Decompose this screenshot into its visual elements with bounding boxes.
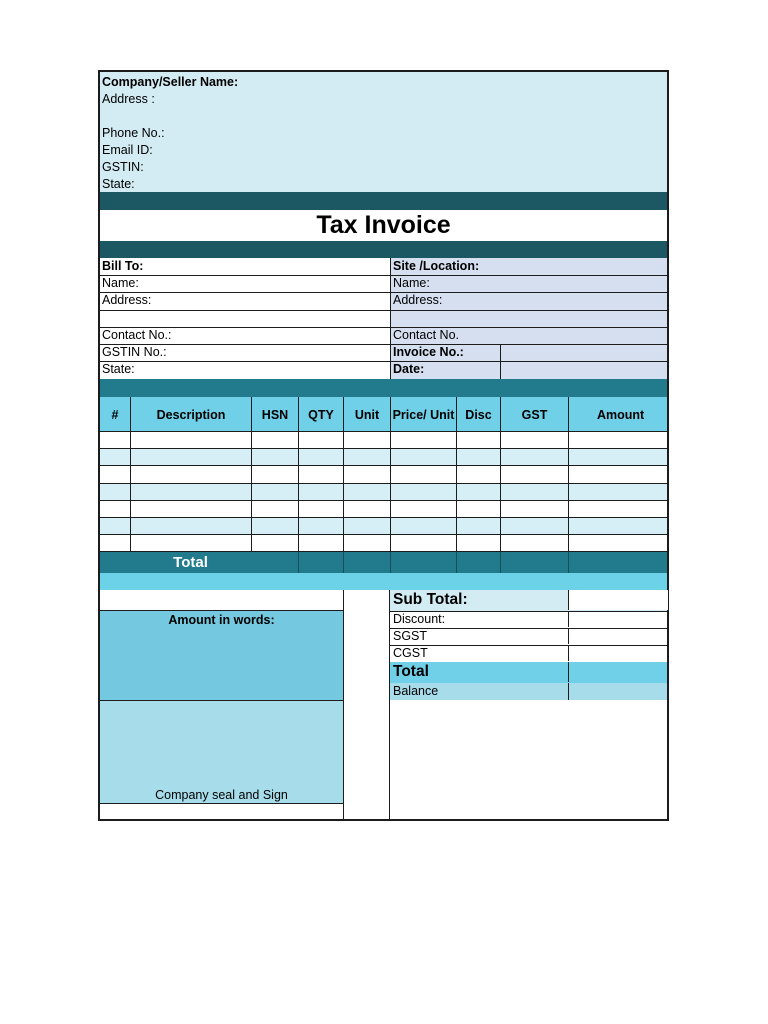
column-header-label: Description: [156, 407, 226, 422]
table-cell[interactable]: [251, 432, 298, 448]
table-cell[interactable]: [500, 501, 568, 517]
invoice-no-label: Invoice No.:: [393, 345, 464, 359]
table-cell[interactable]: [568, 535, 667, 551]
balance-row: [390, 683, 667, 700]
sub-total-value[interactable]: [568, 590, 668, 610]
site-address-label: Address:: [393, 293, 443, 307]
table-cell[interactable]: [390, 535, 456, 551]
company-seal-box: [100, 701, 343, 804]
totals-block: [390, 590, 667, 819]
table-cell[interactable]: [251, 484, 298, 500]
seller-name-label: Company/Seller Name:: [102, 75, 239, 89]
table-cell[interactable]: [390, 449, 456, 465]
column-header-label: Unit: [354, 407, 380, 422]
column-header-label: Price/ Unit: [392, 407, 455, 422]
table-cell[interactable]: [568, 518, 667, 534]
footer-left-top: [100, 590, 343, 611]
invoice-value-divider: [500, 344, 501, 379]
bill-to-heading: Bill To:: [102, 259, 144, 273]
table-cell[interactable]: [343, 484, 390, 500]
table-cell[interactable]: [298, 432, 343, 448]
table-cell[interactable]: [251, 518, 298, 534]
band-under-title: [100, 241, 667, 258]
bill-to-contact-label: Contact No.:: [102, 328, 172, 342]
table-cell[interactable]: [568, 501, 667, 517]
amount-in-words-label: Amount in words:: [168, 613, 275, 627]
table-cell[interactable]: [298, 518, 343, 534]
table-cell[interactable]: [298, 484, 343, 500]
sgst-row: [390, 628, 667, 646]
seller-gstin-label: GSTIN:: [102, 160, 144, 174]
bill-line: [100, 310, 667, 311]
seller-header: [100, 72, 667, 192]
table-row: [100, 535, 667, 552]
site-contact-label: Contact No.: [393, 328, 460, 342]
title-text: Tax Invoice: [316, 211, 451, 239]
table-row: [100, 501, 667, 518]
date-value[interactable]: [500, 361, 667, 379]
table-cell[interactable]: [500, 432, 568, 448]
table-cell[interactable]: [500, 466, 568, 482]
table-cell[interactable]: [130, 518, 251, 534]
column-header-cell: [568, 397, 667, 432]
cgst-label: CGST: [393, 646, 428, 660]
table-cell[interactable]: [130, 484, 251, 500]
total-row-divider: [390, 552, 391, 573]
grand-total-row: [390, 662, 667, 684]
table-cell[interactable]: [298, 501, 343, 517]
table-row: [100, 466, 667, 483]
table-cell[interactable]: [390, 432, 456, 448]
table-cell[interactable]: [390, 501, 456, 517]
table-cell[interactable]: [500, 518, 568, 534]
cgst-row: [390, 645, 667, 663]
table-cell[interactable]: [568, 484, 667, 500]
table-cell[interactable]: [130, 449, 251, 465]
items-table: [100, 397, 667, 573]
table-cell[interactable]: [456, 449, 500, 465]
band-top: [100, 192, 667, 210]
table-cell[interactable]: [251, 466, 298, 482]
table-total-text: Total: [173, 554, 208, 571]
column-header-label: Disc: [465, 407, 492, 422]
footer-middle-column: [343, 590, 390, 819]
date-label: Date:: [393, 362, 425, 376]
column-header-label: QTY: [308, 407, 334, 422]
table-cell[interactable]: [298, 535, 343, 551]
table-row: [100, 518, 667, 535]
table-cell[interactable]: [500, 449, 568, 465]
table-cell[interactable]: [100, 449, 130, 465]
table-cell[interactable]: [100, 501, 130, 517]
table-cell[interactable]: [343, 449, 390, 465]
table-cell[interactable]: [456, 501, 500, 517]
total-row-divider: [568, 552, 569, 573]
table-cell[interactable]: [456, 432, 500, 448]
site-heading: Site /Location:: [393, 259, 480, 273]
site-name-label: Name:: [393, 276, 430, 290]
column-header-cell: [456, 397, 500, 432]
balance-value[interactable]: [568, 683, 668, 700]
grand-total-value[interactable]: [568, 662, 668, 682]
table-cell[interactable]: [343, 466, 390, 482]
table-total-label: [130, 552, 251, 573]
table-cell[interactable]: [130, 466, 251, 482]
sgst-value[interactable]: [568, 628, 668, 644]
bill-to-address-label: Address:: [102, 293, 152, 307]
total-row-divider: [500, 552, 501, 573]
table-cell[interactable]: [100, 535, 130, 551]
table-cell[interactable]: [298, 449, 343, 465]
table-cell[interactable]: [251, 535, 298, 551]
seller-state-label: State:: [102, 177, 135, 191]
bill-to-gstin-label: GSTIN No.:: [102, 345, 167, 359]
invoice-form: [98, 70, 669, 821]
bill-line: [100, 361, 667, 362]
amount-in-words-box: [100, 611, 343, 701]
grand-total-label: Total: [393, 663, 429, 680]
column-header-cell: [343, 397, 390, 432]
table-cell[interactable]: [568, 449, 667, 465]
footer-left-bottom: [100, 804, 343, 819]
table-cell[interactable]: [390, 518, 456, 534]
column-header-label: GST: [521, 407, 548, 422]
table-cell[interactable]: [251, 501, 298, 517]
column-header-cell: [298, 397, 343, 432]
table-cell[interactable]: [456, 535, 500, 551]
bill-line: [100, 292, 667, 293]
table-cell[interactable]: [298, 466, 343, 482]
discount-row: [390, 611, 667, 629]
bill-to-state-label: State:: [102, 362, 135, 376]
bill-divider: [390, 258, 391, 379]
table-cell[interactable]: [568, 466, 667, 482]
column-header-cell: [100, 397, 130, 432]
table-cell[interactable]: [568, 432, 667, 448]
column-header-cell: [390, 397, 456, 432]
table-cell[interactable]: [456, 518, 500, 534]
table-cell[interactable]: [100, 432, 130, 448]
column-header-label: HSN: [261, 407, 289, 422]
table-cell[interactable]: [343, 518, 390, 534]
table-cell[interactable]: [130, 432, 251, 448]
total-row-divider: [343, 552, 344, 573]
bill-line: [100, 327, 667, 328]
seller-email-label: Email ID:: [102, 143, 153, 157]
table-cell[interactable]: [343, 501, 390, 517]
table-cell[interactable]: [343, 432, 390, 448]
sub-total-label: Sub Total:: [393, 591, 468, 608]
band-before-table: [100, 379, 667, 397]
sgst-label: SGST: [393, 629, 428, 643]
table-total-row: [100, 552, 667, 573]
seller-phone-label: Phone No.:: [102, 126, 165, 140]
table-cell[interactable]: [251, 449, 298, 465]
column-header-label: Amount: [597, 407, 645, 422]
sub-total-row: [390, 590, 667, 612]
total-row-divider: [298, 552, 299, 573]
company-seal-label: Company seal and Sign: [155, 788, 288, 802]
table-row: [100, 484, 667, 501]
table-cell[interactable]: [390, 466, 456, 482]
column-header-row: [100, 397, 667, 432]
column-header-cell: [130, 397, 251, 432]
table-cell[interactable]: [100, 484, 130, 500]
table-cell[interactable]: [390, 484, 456, 500]
discount-label: Discount:: [393, 612, 446, 626]
table-cell[interactable]: [100, 466, 130, 482]
cgst-value[interactable]: [568, 645, 668, 661]
bill-line: [100, 344, 667, 345]
table-cell[interactable]: [500, 535, 568, 551]
table-cell[interactable]: [130, 535, 251, 551]
table-cell[interactable]: [343, 535, 390, 551]
table-row: [100, 432, 667, 449]
invoice-title: [100, 210, 667, 241]
table-cell[interactable]: [456, 484, 500, 500]
table-cell[interactable]: [456, 466, 500, 482]
invoice-no-value[interactable]: [500, 344, 667, 361]
column-header-cell: [251, 397, 298, 432]
seller-address-label: Address :: [102, 92, 155, 106]
table-cell[interactable]: [500, 484, 568, 500]
bill-line: [100, 275, 667, 276]
table-cell[interactable]: [100, 518, 130, 534]
discount-value[interactable]: [568, 611, 668, 627]
table-row: [100, 449, 667, 466]
balance-label: Balance: [393, 684, 439, 698]
total-row-divider: [456, 552, 457, 573]
column-header-cell: [500, 397, 568, 432]
table-cell[interactable]: [130, 501, 251, 517]
column-header-label: #: [111, 407, 119, 422]
band-after-total: [100, 573, 667, 590]
bill-to-name-label: Name:: [102, 276, 139, 290]
